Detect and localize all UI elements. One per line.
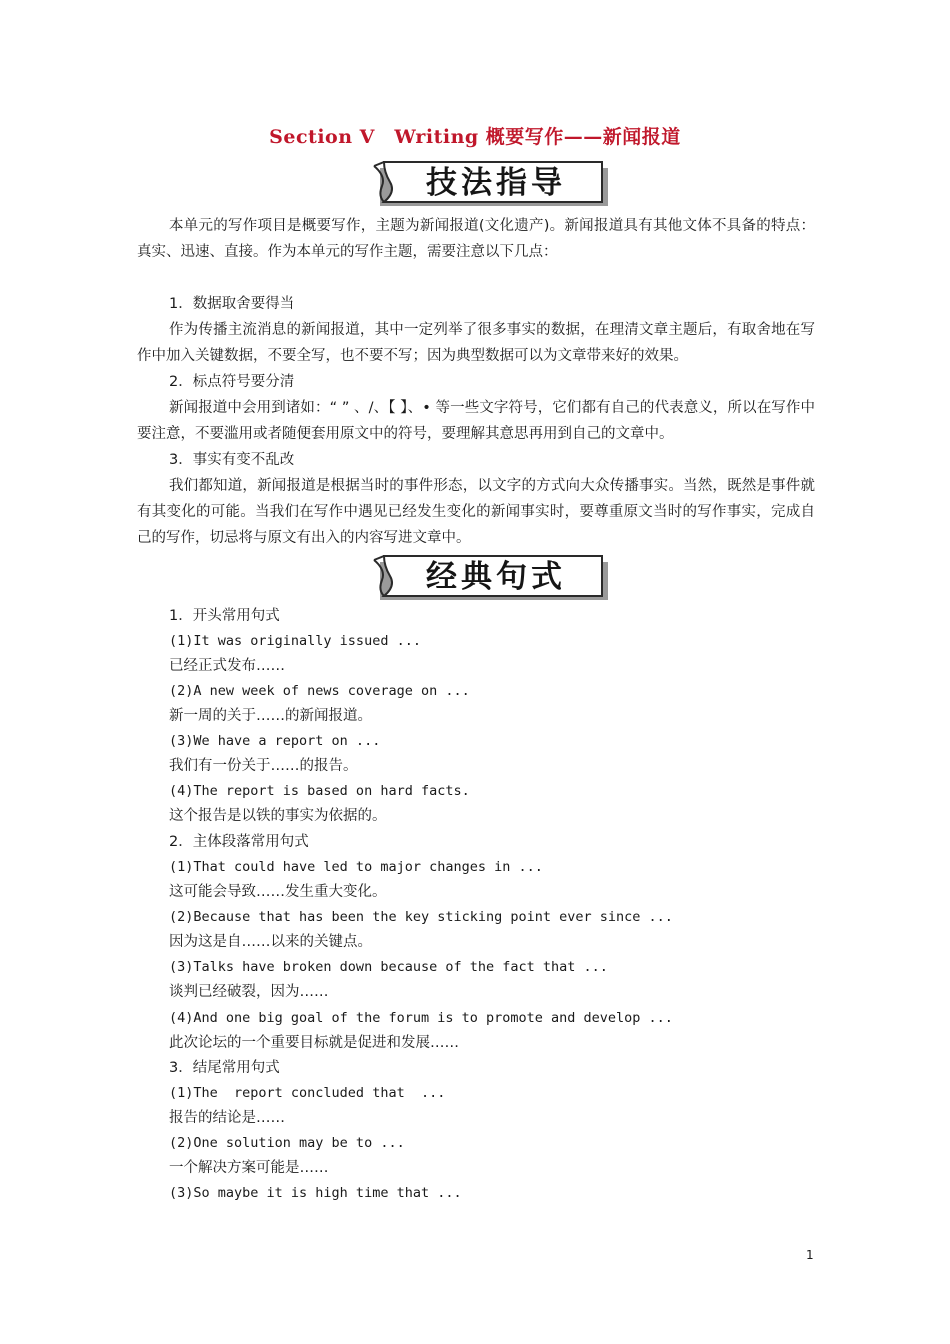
sentence-en: (2)Because that has been the key sticking point ever since ... — [169, 909, 673, 925]
sentence-en: (3)We have a report on ... — [169, 733, 381, 749]
banner-label: 技法指导 — [426, 165, 566, 201]
sentences-heading-3: 3．结尾常用句式 — [169, 1060, 280, 1076]
sentence-cn: 已经正式发布…… — [169, 658, 285, 674]
sentence-en: (4)And one big goal of the forum is to promote and develop ... — [169, 1010, 673, 1026]
guide-body-3: 我们都知道，新闻报道是根据当时的事件形态，以文字的方式向大众传播事实。当然，既然是事件就有其变化的可能。当我们在写作中遇见已经发生变化的新闻事实时，要尊重原文当时的写作事实，完成自己的写作，切忌将与原文有出入的内容写进文章中。 — [137, 478, 815, 546]
sentence-en: (3)Talks have broken down because of the fact that ... — [169, 959, 608, 975]
guide-heading-1: 1．数据取舍要得当 — [169, 296, 295, 312]
sentence-en: (2)A new week of news coverage on ... — [169, 683, 470, 699]
guide-heading-3: 3．事实有变不乱改 — [169, 452, 295, 468]
sentence-en: (1)That could have led to major changes in ... — [169, 859, 543, 875]
sentence-cn: 谈判已经破裂，因为…… — [169, 984, 329, 1000]
sentence-en: (1)It was originally issued ... — [169, 633, 421, 649]
page-title: Section Ⅴ Writing 概要写作——新闻报道 — [269, 126, 681, 148]
sentence-cn: 报告的结论是…… — [169, 1110, 285, 1126]
sentences-heading-1: 1．开头常用句式 — [169, 608, 280, 624]
section-banner-sentences — [370, 552, 610, 602]
sentence-cn: 一个解决方案可能是…… — [169, 1160, 329, 1176]
sentence-cn: 新一周的关于……的新闻报道。 — [169, 708, 372, 724]
sentence-cn: 因为这是自……以来的关键点。 — [169, 934, 372, 950]
sentence-en: (3)So maybe it is high time that ... — [169, 1185, 462, 1201]
guide-body-1: 作为传播主流消息的新闻报道，其中一定列举了很多事实的数据，在理清文章主题后，有取舍地在写作中加入关键数据，不要全写，也不要不写；因为典型数据可以为文章带来好的效果。 — [137, 322, 815, 364]
sentence-cn: 我们有一份关于……的报告。 — [169, 758, 358, 774]
sentence-cn: 这个报告是以铁的事实为依据的。 — [169, 808, 387, 824]
sentence-en: (2)One solution may be to ... — [169, 1135, 405, 1151]
sentence-en: (1)The report concluded that ... — [169, 1085, 446, 1101]
sentence-en: (4)The report is based on hard facts. — [169, 783, 470, 799]
sentence-cn: 这可能会导致……发生重大变化。 — [169, 884, 387, 900]
sentence-cn: 此次论坛的一个重要目标就是促进和发展…… — [169, 1035, 459, 1051]
sentences-heading-2: 2．主体段落常用句式 — [169, 834, 309, 850]
guide-body-2: 新闻报道中会用到诸如：“ ” 、/、【 】、• 等一些文字符号，它们都有自己的代表意义，所以在写作中要注意，不要滥用或者随便套用原文中的符号，要理解其意思再用到自己的文章中。 — [137, 400, 815, 442]
guide-heading-2: 2．标点符号要分清 — [169, 374, 295, 390]
section-banner-guide — [370, 158, 610, 208]
page-number: 1 — [806, 1248, 814, 1262]
banner-label: 经典句式 — [426, 559, 566, 595]
intro-paragraph: 本单元的写作项目是概要写作，主题为新闻报道(文化遗产)。新闻报道具有其他文体不具备的特点：真实、迅速、直接。作为本单元的写作主题，需要注意以下几点： — [137, 218, 815, 260]
